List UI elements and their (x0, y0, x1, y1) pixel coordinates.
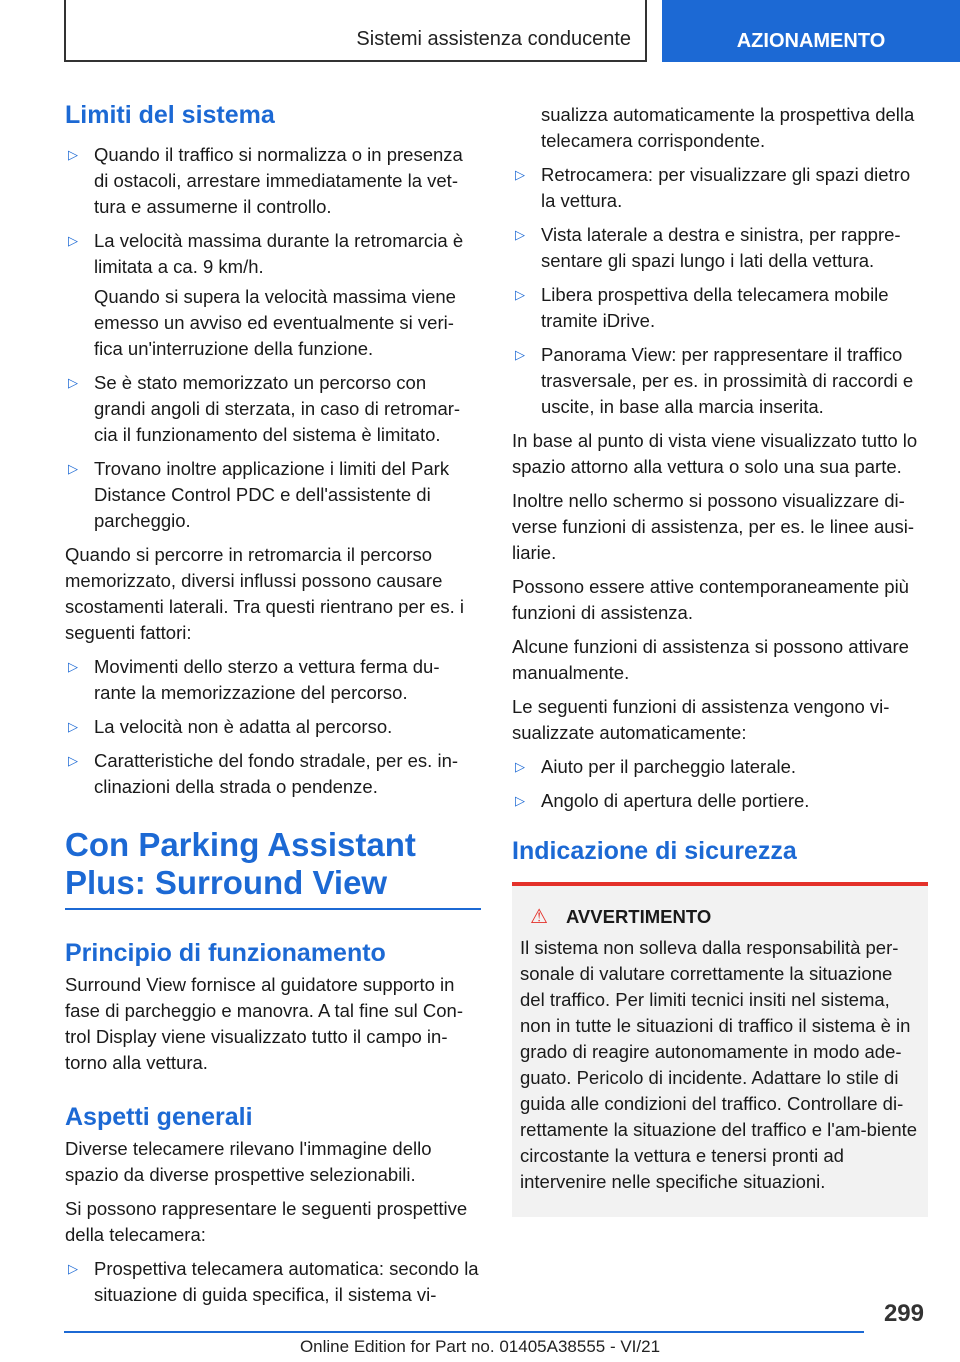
list-item-subparagraph: Quando si supera la velocità massima viene emesso un avviso ed eventualmente si veri-fica un'interruzione della funzione. (94, 286, 456, 359)
list-item: ▷ Angolo di apertura delle portiere. (512, 788, 928, 814)
heading-safety: Indicazione di sicurezza (512, 837, 797, 865)
list-item: ▷ Trovano inoltre applicazione i limiti del Park Distance Control PDC e dell'assistente di parcheggio. (68, 458, 450, 531)
paragraph-3: Possono essere attive contemporaneamente più funzioni di assistenza. (512, 576, 909, 623)
triangle-right-icon: ▷ (515, 227, 525, 242)
triangle-right-icon: ▷ (68, 1261, 78, 1276)
section-title: Sistemi assistenza conducente (356, 28, 631, 50)
chapter-tab[interactable]: AZIONAMENTO (662, 0, 960, 62)
limits-list (65, 142, 481, 534)
warning-box (512, 882, 928, 1217)
auto-functions-list (512, 754, 928, 814)
footer-divider (64, 1331, 864, 1333)
paragraph-principle: Surround View fornisce al guidatore supporto in fase di parcheggio e manovra. A tal fine sul Con-trol Display viene visualizzato tutto il campo in-torno alla vettura. (65, 974, 463, 1073)
triangle-right-icon: ▷ (68, 147, 78, 162)
triangle-right-icon: ▷ (515, 793, 525, 808)
paragraph-1: In base al punto di vista viene visualizzato tutto lo spazio attorno alla vettura o solo una sua parte. (512, 430, 918, 477)
route-factors-list (65, 654, 481, 800)
paragraph-2: Inoltre nello schermo si possono visualizzare di-verse funzioni di assistenza, per es. le linee ausi-liarie. (512, 490, 915, 563)
list-item: ▷ Caratteristiche del fondo stradale, per es. in-clinazioni della strada o pendenze. (68, 750, 459, 797)
list-item: ▷ Vista laterale a destra e sinistra, per rappre-sentare gli spazi lungo i lati della vettura. (515, 224, 901, 271)
heading-general: Aspetti generali (65, 1103, 253, 1131)
list-item: ▷ Retrocamera: per visualizzare gli spazi dietro la vettura. (515, 164, 911, 211)
list-item: ▷ Prospettiva telecamera automatica: secondo la situazione di guida specifica, il sistema vi- (68, 1258, 479, 1305)
triangle-right-icon: ▷ (68, 659, 78, 674)
triangle-right-icon: ▷ (68, 375, 78, 390)
triangle-right-icon: ▷ (515, 759, 525, 774)
list-item: ▷ Se è stato memorizzato un percorso con grandi angoli di sterzata, in caso di retromar-cia il funzionamento del sistema è limitato. (68, 372, 461, 445)
triangle-right-icon: ▷ (515, 347, 525, 362)
triangle-right-icon: ▷ (68, 233, 78, 248)
paragraph-4: Alcune funzioni di assistenza si possono attivare manualmente. (512, 636, 909, 683)
chapter-heading (65, 826, 481, 910)
warning-triangle-icon: ⚠ (530, 906, 548, 928)
list-item: ▷ Libera prospettiva della telecamera mobile tramite iDrive. (515, 284, 889, 331)
triangle-right-icon: ▷ (515, 167, 525, 182)
header-box (64, 0, 647, 62)
right-column (512, 98, 928, 1217)
list-item: ▷ La velocità non è adatta al percorso. (65, 714, 481, 740)
page-number: 299 (883, 1300, 924, 1327)
views-list-continued (512, 102, 928, 420)
triangle-right-icon: ▷ (68, 461, 78, 476)
paragraph-general-1: Diverse telecamere rilevano l'immagine dello spazio da diverse prospettive selezionabili. (65, 1138, 432, 1185)
list-item: ▷ Panorama View: per rappresentare il traffico trasversale, per es. in prossimità di raccordi e uscite, in base alla marcia inserita. (515, 344, 914, 417)
list-item: ▷ Quando il traffico si normalizza o in presenza di ostacoli, arrestare immediatamente la vet-tura e assumerne il controllo. (68, 144, 463, 217)
views-list (65, 1256, 481, 1308)
list-item: ▷ La velocità massima durante la retromarcia è limitata a ca. 9 km/h. Quando si supera la velocità massima viene emesso un avviso ed eventualmente si veri-fica un'interruzione della funzione. (65, 228, 481, 362)
warning-text: Il sistema non solleva dalla responsabilità per-sonale di valutare correttamente la situazione del traffico. Per limiti tecnici insiti nel sistema, non in tutte le situazioni di traffico il sistema è in grado di reagire autonomamente in modo ade-guato. Pericolo di incidente. Adattare lo stile di guida alle condizioni del traffico. Controllare di-rettamente la situazione del traffico e l'am-biente circostante la vettura e tenersi pronti ad intervenire nelle specifiche situazioni. (520, 937, 918, 1192)
footer-edition: Online Edition for Part no. 01405A38555 - VI/21 (299, 1337, 661, 1356)
list-item: ▷ Movimenti dello sterzo a vettura ferma du-rante la memorizzazione del percorso. (68, 656, 440, 703)
warning-title: ⚠ AVVERTIMENTO (530, 906, 712, 928)
paragraph-route: Quando si percorre in retromarcia il percorso memorizzato, diversi influssi possono causare scostamenti laterali. Tra questi rientrano per es. i seguenti fattori: (65, 544, 464, 643)
list-item-continued: sualizza automaticamente la prospettiva della telecamera corrispondente. (541, 104, 915, 151)
triangle-right-icon: ▷ (68, 753, 78, 768)
list-item: ▷ Aiuto per il parcheggio laterale. (512, 754, 928, 780)
heading-system-limits: Limiti del sistema (65, 101, 275, 129)
left-column (65, 98, 481, 1316)
heading-surround-view: Con Parking Assistant Plus: Surround View (65, 826, 416, 901)
paragraph-5: Le seguenti funzioni di assistenza vengono vi-sualizzate automaticamente: (512, 696, 890, 743)
paragraph-general-2: Si possono rappresentare le seguenti prospettive della telecamera: (65, 1198, 468, 1245)
triangle-right-icon: ▷ (515, 287, 525, 302)
heading-principle: Principio di funzionamento (65, 939, 386, 967)
triangle-right-icon: ▷ (68, 719, 78, 734)
